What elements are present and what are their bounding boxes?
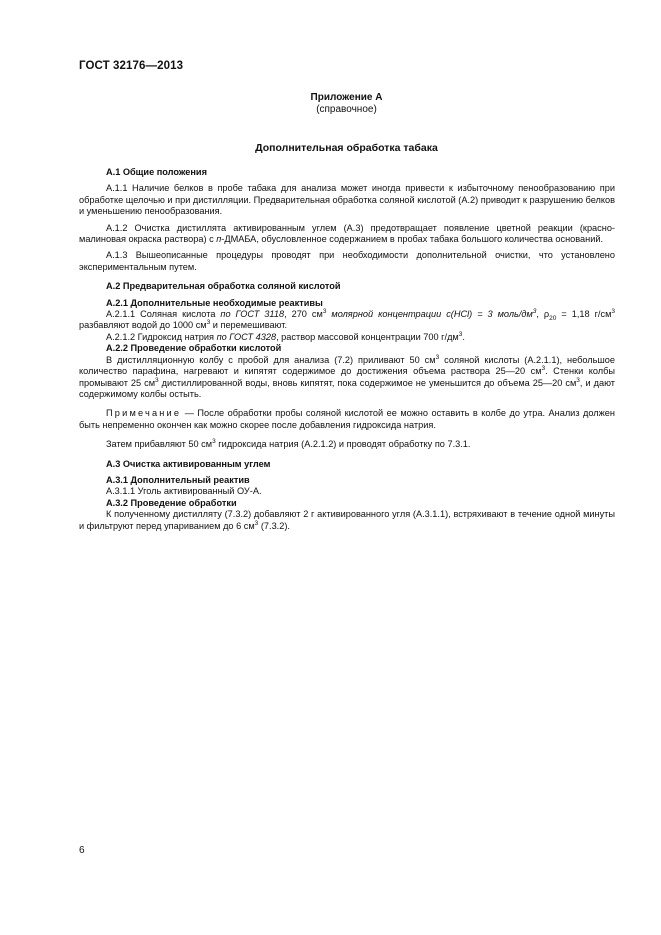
paragraph-a2-1-1: А.2.1.1 Соляная кислота по ГОСТ 3118, 270 $см^3$ молярной концентрации c(HCl) = 3 моль/$дм^3$, $\rho_{20} = 1,18$ $г/см^3$ разбавляют водой до 1000 $см^3$ и перемешивают. [79, 308, 616, 331]
subsection-heading-a2-2: А.2.2 Проведение обработки кислотой [106, 343, 282, 354]
annex-label: Приложение А [310, 92, 383, 103]
section-heading-a3: А.3 Очистка активированным углем [106, 458, 271, 469]
annex-type: (справочное) [316, 104, 377, 115]
paragraph-a1-3: А.1.3 Вышеописанные процедуры проводят при необходимости дополнительной очистки, что установлено экспериментальным путем. [79, 250, 615, 272]
paragraph-a1-1: А.1.1 Наличие белков в пробе табака для анализа может иногда привести к избыточному пенообразованию при обработке щелочью и при дистилляции. Предварительная обработка соляной кислотой (А.2) приводит к разрушению белков и уменьшению пенообразования. [79, 183, 615, 217]
section-heading-a1: А.1 Общие положения [106, 167, 207, 177]
annex-heading [0, 92, 661, 116]
subsection-heading-a2-1: А.2.1 Дополнительные необходимые реактивы [106, 297, 323, 308]
paragraph-after-note: Затем прибавляют 50 $см^3$ гидроксида натрия (А.2.1.2) и проводят обработку по 7.3.1. [106, 438, 471, 450]
subsection-heading-a3-2: А.3.2 Проведение обработки [106, 497, 237, 508]
paragraph-a3-2: К полученному дистилляту (7.3.2) добавляют 2 г активированного угля (А.3.1.1), встряхивают в течение одной минуты и фильтруют перед упариванием до 6 $см^3$ (7.3.2). [79, 509, 615, 531]
document-code: ГОСТ 32176—2013 [79, 60, 184, 72]
paragraph-a2-1-2: А.2.1.2 Гидроксид натрия по ГОСТ 4328, раствор массовой концентрации 700 $г/дм^3$. [106, 330, 465, 342]
annex-title: Дополнительная обработка табака [255, 142, 438, 154]
note-label: Примечание [106, 408, 182, 419]
paragraph-a1-2: А.1.2 Очистка дистиллята активированным углем (А.3) предотвращает появление цветной реакции (красно-малиновая окраска раствора) с п-ДМАБА, обусловленное содержанием в пробах табака большого количества оснований. [79, 222, 615, 245]
section-heading-a2: А.2 Предварительная обработка соляной кислотой [106, 281, 341, 292]
paragraph-a3-1-1: А.3.1.1 Уголь активированный ОУ-А. [106, 486, 262, 497]
note: Примечание — После обработки пробы соляной кислотой ее можно оставить в колбе до утра. Анализ должен быть непременно окончен как можно скорее после добавления гидроксида натрия. [79, 408, 615, 430]
annex-body [79, 167, 615, 532]
page-number: 6 [79, 845, 85, 856]
subsection-heading-a3-1: А.3.1 Дополнительный реактив [106, 474, 250, 485]
paragraph-a2-2: В дистилляционную колбу с пробой для анализа (7.2) приливают 50 $см^3$ соляной кислоты (А.2.1.1), небольшое количество парафина, нагревают и кипятят содержимое до достижения объема раствора 25—20 $см^3$. Стенки колбы промывают 25 $см^3$ дистиллированной воды, вновь кипятят, пока содержимое не уменьшится до объема 25—20 $см^3$, и дают содержимому колбы остыть. [79, 353, 615, 399]
